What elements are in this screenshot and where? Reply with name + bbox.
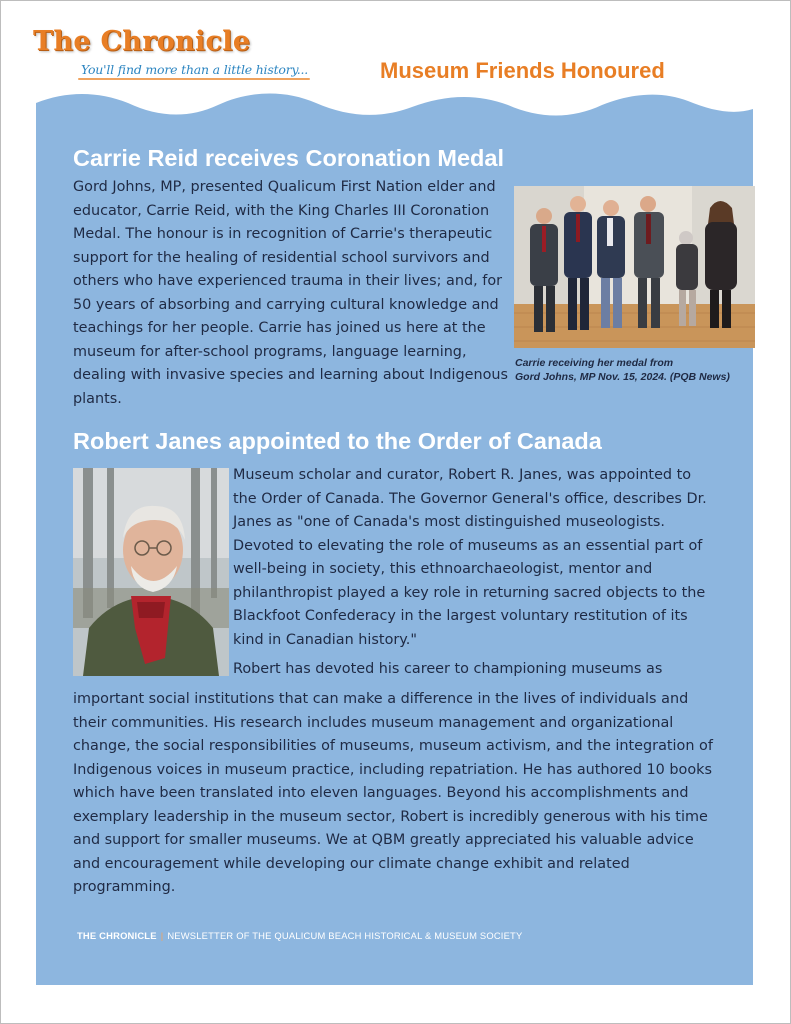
- article2-line: Museum scholar and curator, Robert R. Janes, was appointed to: [233, 467, 692, 483]
- newsletter-tagline: You'll find more than a little history...: [81, 62, 309, 77]
- article1-line: plants.: [73, 390, 122, 407]
- article1-line: support for the healing of residential school survivors and: [73, 249, 490, 266]
- footer-description: NEWSLETTER OF THE QUALICUM BEACH HISTORICAL & MUSEUM SOCIETY: [167, 930, 523, 941]
- article2-line: and support for smaller museums. We at QBM greatly appreciated his valuable advice: [73, 832, 694, 848]
- article1-line: museum for after-school programs, language learning,: [73, 343, 467, 360]
- article1-line: teachings for her people. Carrie has joined us here at the: [73, 320, 486, 336]
- article2-line: change, the social responsibilities of museums, museum activism, and the integration of: [73, 738, 713, 754]
- article2-line: exemplary leadership in the museum sector, Robert is incredibly generous with his time: [73, 808, 708, 825]
- article2-line: which have been translated into eleven languages. Beyond his accomplishments and: [73, 785, 689, 801]
- article2-body-full-width: [73, 688, 743, 900]
- article2-line: and encouragement while developing our climate change exhibit and related: [73, 855, 630, 872]
- robert-janes-portrait: [73, 468, 229, 676]
- section-heading: Museum Friends Honoured: [380, 58, 665, 83]
- tagline-underline: [78, 78, 310, 80]
- article2-title: Robert Janes appointed to the Order of Canada: [73, 428, 602, 454]
- article1-line: Medal. The honour is in recognition of Carrie's therapeutic: [73, 226, 493, 242]
- medal-ceremony-photo: [514, 186, 755, 348]
- article2-line: Devoted to elevating the role of museums as an essential part of: [233, 537, 703, 554]
- caption-line: Carrie receiving her medal from: [515, 357, 674, 369]
- article1-line: others who have experienced trauma in their lives; and, for: [73, 273, 503, 289]
- article2-line: programming.: [73, 879, 176, 895]
- article2-line: philanthropist played a key role in returning sacred objects to the: [233, 584, 706, 601]
- article2-line: their communities. His research includes museum management and organizational: [73, 714, 674, 731]
- page-footer: [77, 930, 522, 941]
- article1-body: [73, 176, 513, 411]
- article2-line: important social institutions that can make a difference in the lives of individuals and: [73, 691, 689, 707]
- article2-line: Indigenous voices in museum practice, including repatriation. He has authored 10 books: [73, 761, 712, 778]
- article2-line: kind in Canadian history.": [233, 631, 417, 648]
- article2-line: Robert has devoted his career to championing museums as: [233, 661, 663, 677]
- article1-line: educator, Carrie Reid, with the King Charles III Coronation: [73, 202, 490, 219]
- article2-line: the Order of Canada. The Governor General's office, describes Dr.: [233, 490, 707, 507]
- article1-title: Carrie Reid receives Coronation Medal: [73, 145, 504, 171]
- footer-separator: |: [160, 930, 164, 941]
- article2-body-beside-photo: [233, 464, 733, 682]
- footer-publication: THE CHRONICLE: [77, 930, 157, 941]
- article1-line: 50 years of absorbing and carrying cultural knowledge and: [73, 296, 499, 313]
- article1-line: Gord Johns, MP, presented Qualicum First Nation elder and: [73, 179, 496, 195]
- article2-line: Janes as "one of Canada's most distinguished museologists.: [233, 514, 666, 530]
- article2-line: well-being in society, this ethnoarchaeologist, mentor and: [233, 561, 653, 577]
- article2-line: Blackfoot Confederacy in the largest voluntary restitution of its: [233, 608, 688, 624]
- caption-line: Gord Johns, MP Nov. 15, 2024. (PQB News): [515, 371, 730, 383]
- article1-line: dealing with invasive species and learning about Indigenous: [73, 367, 509, 383]
- newsletter-logo-title: The Chronicle: [33, 26, 251, 57]
- medal-photo-caption: [515, 356, 755, 384]
